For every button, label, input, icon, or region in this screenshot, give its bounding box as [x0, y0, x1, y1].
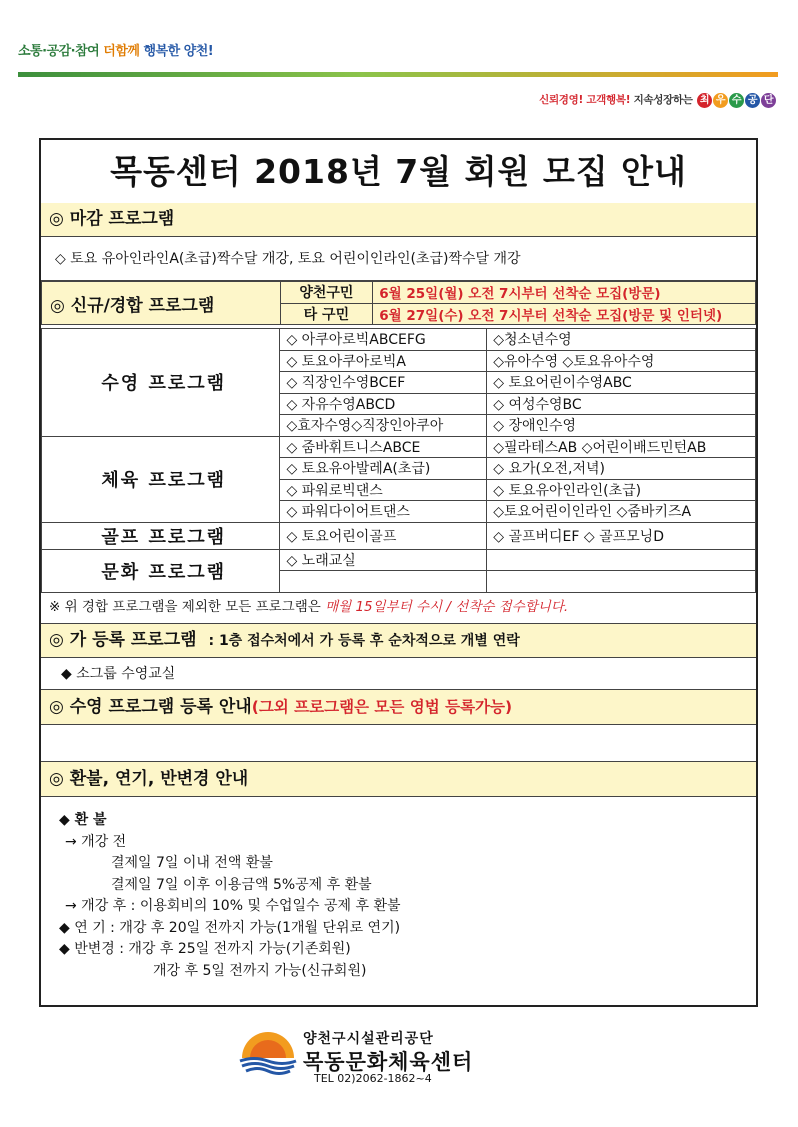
swim-reg-detail: (그외 프로그램은 모든 영법 등록가능) — [251, 698, 513, 716]
slogan-part-c: 행복한 양천! — [143, 44, 214, 59]
motto-char: 공 — [745, 93, 760, 108]
category-culture: 문화 프로그램 — [42, 549, 280, 592]
motto-char: 단 — [761, 93, 776, 108]
program-item: ◇ 골프버디EF ◇ 골프모닝D — [487, 522, 756, 549]
refund-line: 결제일 7일 이내 전액 환불 — [111, 855, 273, 871]
refund-lines — [59, 810, 401, 982]
swim-reg-heading-label: ◎ 수영 프로그램 등록 안내 — [49, 697, 252, 717]
swim-reg-section-heading — [41, 690, 756, 725]
motto-part-a: 신뢰경영! — [539, 94, 583, 106]
refund-line: ◆ 환 불 — [59, 812, 107, 828]
provisional-item: ◆ 소그룹 수영교실 — [41, 658, 756, 690]
program-item: ◇ 장애인수영 — [487, 415, 756, 437]
org-name-small: 양천구시설관리공단 — [303, 1031, 434, 1047]
org-name-large: 목동문화체육센터 — [303, 1050, 474, 1074]
motto-part-b: 고객행복! — [586, 94, 631, 106]
program-item: ◇ 노래교실 — [280, 549, 487, 571]
program-item: ◇ 파워다이어트댄스 — [280, 501, 487, 523]
program-item: ◇ 토요유아인라인(초급) — [487, 479, 756, 501]
program-item: ◇ 아쿠아로빅ABCEFG — [280, 329, 487, 351]
program-item: ◇ 파워로빅댄스 — [280, 479, 487, 501]
provisional-detail: : 1층 접수처에서 가 등록 후 순차적으로 개별 연락 — [208, 633, 520, 649]
program-item: ◇ 자유수영ABCD — [280, 393, 487, 415]
page-title: 목동센터 2018년 7월 회원 모집 안내 — [41, 140, 756, 204]
slogan-part-b: 더함께 — [103, 44, 140, 59]
refund-section-heading: ◎ 환불, 연기, 반변경 안내 — [41, 762, 756, 797]
reception-note — [41, 591, 756, 624]
refund-line: → 개강 전 — [65, 833, 127, 850]
refund-line: ◆ 연 기 : 개강 후 20일 전까지 가능(1개월 단위로 연기) — [59, 919, 401, 936]
program-item: ◇필라테스AB ◇어린이배드민턴AB — [487, 436, 756, 458]
program-item: ◇ 토요어린이골프 — [280, 522, 487, 549]
program-item: ◇ 토요어린이수영ABC — [487, 372, 756, 394]
program-item: ◇토요어린이인라인 ◇줌바키즈A — [487, 501, 756, 523]
category-swim: 수영 프로그램 — [42, 329, 280, 437]
motto-char: 우 — [713, 93, 728, 108]
reception-note-prefix: ※ 위 경합 프로그램을 제외한 모든 프로그램은 — [49, 599, 326, 615]
program-item: ◇ 토요아쿠아로빅A — [280, 350, 487, 372]
program-item: ◇유아수영 ◇토요유아수영 — [487, 350, 756, 372]
slogan-part-a: 소통·공감·참여 — [18, 44, 100, 59]
recruit-who: 양천구민 — [280, 282, 373, 304]
program-item — [487, 549, 756, 571]
program-item: ◇ 직장인수영BCEF — [280, 372, 487, 394]
recruit-section-heading: ◎ 신규/경합 프로그램 — [42, 282, 281, 325]
program-item: ◇ 줌바휘트니스ABCE — [280, 436, 487, 458]
program-item: ◇ 요가(오전,저녁) — [487, 458, 756, 480]
program-item: ◇청소년수영 — [487, 329, 756, 351]
closed-section-heading: ◎ 마감 프로그램 — [41, 203, 756, 237]
provisional-heading-label: ◎ 가 등록 프로그램 — [49, 630, 197, 650]
contact-phone: TEL 02)2062-1862~4 — [314, 1072, 432, 1085]
closed-program-text: ◇ 토요 유아인라인A(초급)짝수달 개강, 토요 어린이인라인(초급)짝수달 개강 — [41, 237, 756, 281]
refund-line: → 개강 후 : 이용회비의 10% 및 수업일수 공제 후 환불 — [65, 898, 401, 914]
notice-frame — [39, 138, 758, 1007]
category-golf: 골프 프로그램 — [42, 522, 280, 549]
program-item: ◇ 토요유아발레A(초급) — [280, 458, 487, 480]
recruit-who: 타 구민 — [280, 303, 373, 325]
center-logo-icon — [238, 1030, 298, 1075]
motto-char: 최 — [697, 93, 712, 108]
program-item: ◇ 여성수영BC — [487, 393, 756, 415]
refund-line: 개강 후 5일 전까지 가능(신규회원) — [153, 962, 367, 979]
recruit-when: 6월 25일(월) 오전 7시부터 선착순 모집(방문) — [373, 282, 756, 304]
recruit-when: 6월 27일(수) 오전 7시부터 선착순 모집(방문 및 인터넷) — [373, 303, 756, 325]
refund-body — [41, 810, 756, 1000]
reception-note-emphasis: 매월 15일부터 수시 / 선착순 접수합니다. — [325, 599, 569, 615]
slogan — [18, 40, 213, 59]
refund-line: ◆ 반변경 : 개강 후 25일 전까지 가능(기존회원) — [59, 941, 351, 957]
program-grid — [41, 281, 756, 603]
motto-char: 수 — [729, 93, 744, 108]
program-item: ◇효자수영◇직장인아쿠아 — [280, 415, 487, 437]
header-divider — [18, 72, 778, 77]
swim-reg-blank-row — [41, 725, 756, 762]
motto — [539, 92, 776, 108]
provisional-section-heading — [41, 624, 756, 658]
program-item — [280, 571, 487, 593]
program-item — [487, 571, 756, 593]
refund-line: 결제일 7일 이후 이용금액 5%공제 후 환불 — [111, 876, 372, 893]
category-sports: 체육 프로그램 — [42, 436, 280, 522]
motto-part-c: 지속성장하는 — [633, 94, 693, 106]
